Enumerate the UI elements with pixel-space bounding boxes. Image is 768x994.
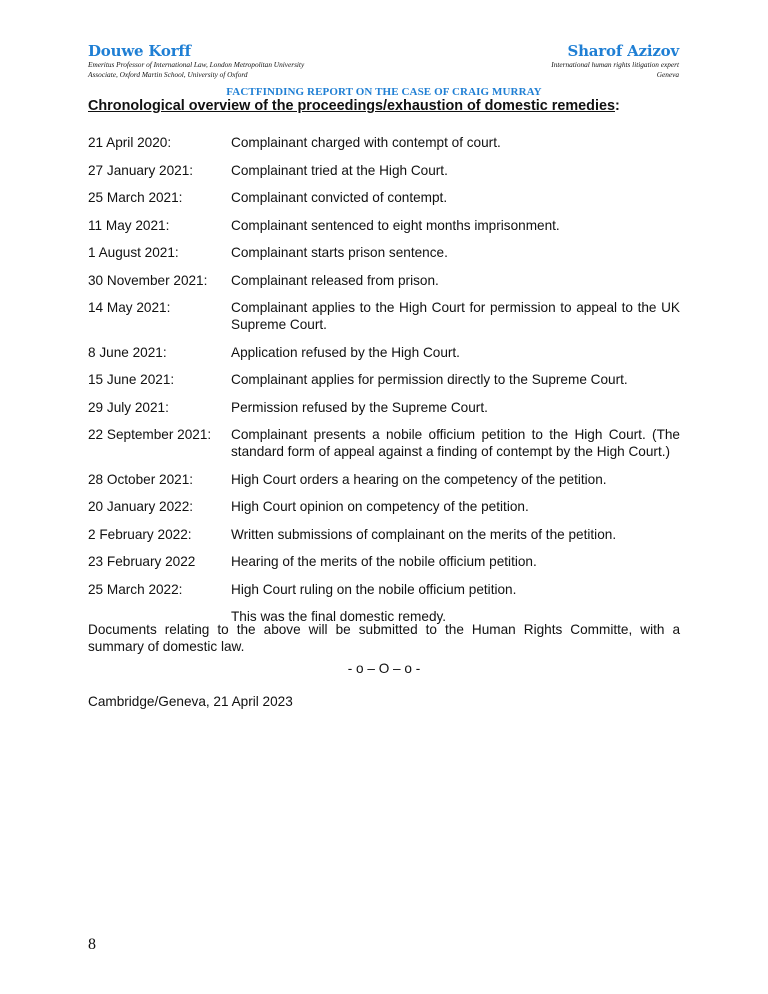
event-date: 21 April 2020:: [88, 135, 172, 150]
event-description: Permission refused by the Supreme Court.: [231, 399, 488, 415]
event-description: Complainant convicted of contempt.: [231, 190, 448, 205]
author-affiliation-line: International human rights litigation expert: [551, 60, 679, 69]
event-description: High Court orders a hearing on the competency of the petition.: [231, 471, 607, 487]
event-description: Complainant applies for permission directly to the Supreme Court.: [231, 372, 628, 387]
author-name-left: Douwe Korff: [88, 42, 191, 60]
chronology-row: [88, 498, 680, 515]
place-and-date: Cambridge/Geneva, 21 April 2023: [88, 694, 293, 709]
event-date: 1 August 2021:: [88, 245, 179, 260]
chronology-row: [88, 162, 680, 179]
event-date: 29 July 2021:: [88, 399, 169, 415]
author-affiliation-line: Geneva: [656, 69, 679, 79]
event-description: Complainant applies to the High Court for permission to appeal to the UK Supreme Court.: [231, 300, 680, 332]
event-description: Written submissions of complainant on the merits of the petition.: [231, 526, 617, 542]
event-date: 28 October 2021:: [88, 471, 194, 487]
event-date: 2 February 2022:: [88, 526, 192, 542]
chronology-row: [88, 344, 680, 361]
chronology-row: [88, 471, 680, 488]
report-title: FACTFINDING REPORT ON THE CASE OF CRAIG MURRAY: [226, 86, 542, 98]
section-heading: [88, 98, 620, 114]
header-left-author: [88, 42, 304, 79]
chronology-row: [88, 581, 680, 598]
chronology-row: [88, 426, 680, 460]
event-date: 8 June 2021:: [88, 344, 167, 360]
author-affiliation-line: Emeritus Professor of International Law, London Metropolitan University: [88, 60, 305, 69]
page-number: 8: [88, 936, 96, 953]
chronology-row: [88, 244, 680, 261]
chronology-row: [88, 272, 680, 289]
header-right-author: [551, 42, 679, 79]
event-description: Complainant charged with contempt of court.: [231, 135, 501, 150]
closing-paragraph: Documents relating to the above will be submitted to the Human Rights Committe, with a summary of domestic law.: [88, 622, 680, 654]
chronology-list: [88, 134, 680, 636]
event-date: 11 May 2021:: [88, 217, 170, 233]
event-description: High Court opinion on competency of the petition.: [231, 499, 529, 514]
chronology-row: [88, 299, 680, 333]
event-description: Complainant tried at the High Court.: [231, 162, 448, 178]
event-description: Complainant sentenced to eight months imprisonment.: [231, 217, 560, 233]
chronology-row: [88, 134, 680, 151]
author-name-right: Sharof Azizov: [567, 42, 679, 60]
event-date: 25 March 2021:: [88, 190, 183, 205]
chronology-row: [88, 371, 680, 388]
event-date: 15 June 2021:: [88, 372, 175, 387]
event-description: Hearing of the merits of the nobile officium petition.: [231, 554, 537, 569]
event-date: 30 November 2021:: [88, 272, 208, 288]
event-date: 25 March 2022:: [88, 581, 183, 597]
section-divider: - o – O – o -: [347, 661, 421, 676]
section-heading-text: Chronological overview of the proceedings/exhaustion of domestic remedies: [88, 98, 615, 114]
event-date: 14 May 2021:: [88, 300, 171, 315]
event-date: 27 January 2021:: [88, 162, 194, 178]
chronology-row: [88, 189, 680, 206]
event-description: This was the final domestic remedy.: [231, 609, 447, 624]
chronology-row: [88, 526, 680, 543]
section-heading-colon: :: [614, 98, 620, 114]
event-description: High Court ruling on the nobile officium petition.: [231, 581, 517, 597]
author-affiliation-line: Associate, Oxford Martin School, University of Oxford: [88, 69, 248, 79]
chronology-row: [88, 553, 680, 570]
event-description: Complainant presents a nobile officium petition to the High Court. (The standard form of appeal against a finding of contempt by the High Court.): [231, 427, 680, 459]
event-description: Complainant released from prison.: [231, 272, 439, 288]
event-date: 23 February 2022: [88, 554, 196, 569]
event-description: Complainant starts prison sentence.: [231, 245, 448, 260]
chronology-row: [88, 217, 680, 234]
event-description: Application refused by the High Court.: [231, 344, 460, 360]
event-date: 22 September 2021:: [88, 427, 212, 442]
chronology-row: [88, 399, 680, 416]
event-date: 20 January 2022:: [88, 499, 194, 514]
